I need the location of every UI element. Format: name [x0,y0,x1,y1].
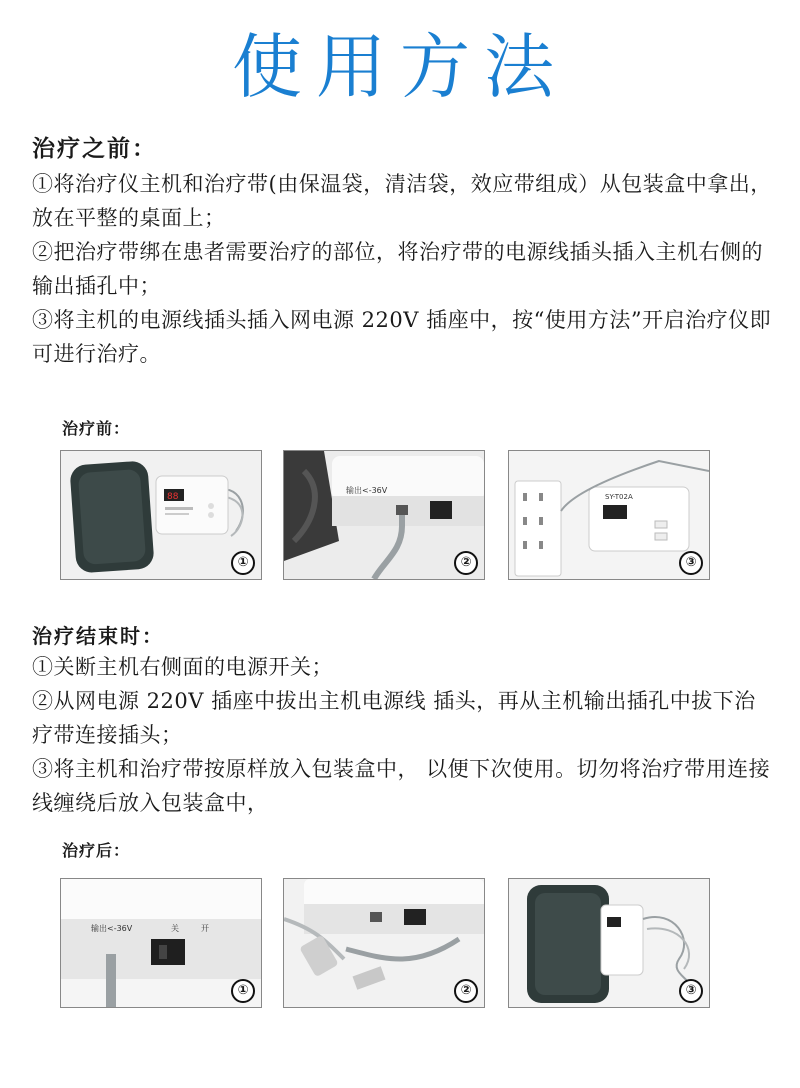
after-photo-2 [283,878,485,1008]
photo-number-1: ① [231,551,255,575]
after-heading: 治疗结束时： [32,624,164,648]
device-display-text: 88 [167,492,179,502]
switch-off-text: 关 [171,924,179,933]
port-label-text: 输出<-36V [346,486,388,495]
before-photo-label: 治疗前： [62,419,131,438]
photo-number-3: ③ [679,551,703,575]
photo-number-2: ② [454,551,478,575]
photo-number-4: ① [231,979,255,1003]
before-step-1: ①将治疗仪主机和治疗带(由保温袋，清洁袋，效应带组成）从包装盒中拿出，放在平整的桌面上； [32,172,772,230]
before-photo-2 [283,450,485,580]
after-step-2: ②从网电源 220V 插座中拔出主机电源线 插头，再从主机输出插孔中拔下治疗带连接插头； [32,689,756,747]
before-photo-3 [508,450,710,580]
before-heading: 治疗之前： [32,136,157,162]
photo-number-5: ② [454,979,478,1003]
after-photo-label: 治疗后： [62,841,131,860]
before-step-3: ③将主机的电源线插头插入网电源 220V 插座中，按“使用方法”开启治疗仪即可进行治疗。 [32,308,772,366]
photo-number-6: ③ [679,979,703,1003]
before-step-2: ②把治疗带绑在患者需要治疗的部位，将治疗带的电源线插头插入主机右侧的输出插孔中； [32,240,763,298]
after-step-1: ①关断主机右侧面的电源开关； [32,655,333,679]
port-label-text-2: 输出<-36V [91,924,133,933]
switch-on-text: 开 [201,924,209,933]
after-photo-3 [508,878,710,1008]
before-steps [32,167,777,371]
model-text: SY-T02A [605,493,633,501]
after-step-3: ③将主机和治疗带按原样放入包装盒中， 以便下次使用。切勿将治疗带用连接线缠绕后放入包装盒中， [32,757,771,815]
before-photo-1 [60,450,262,580]
after-photo-1 [60,878,262,1008]
after-steps [32,650,777,820]
page-title: 使用方法 [232,26,568,108]
